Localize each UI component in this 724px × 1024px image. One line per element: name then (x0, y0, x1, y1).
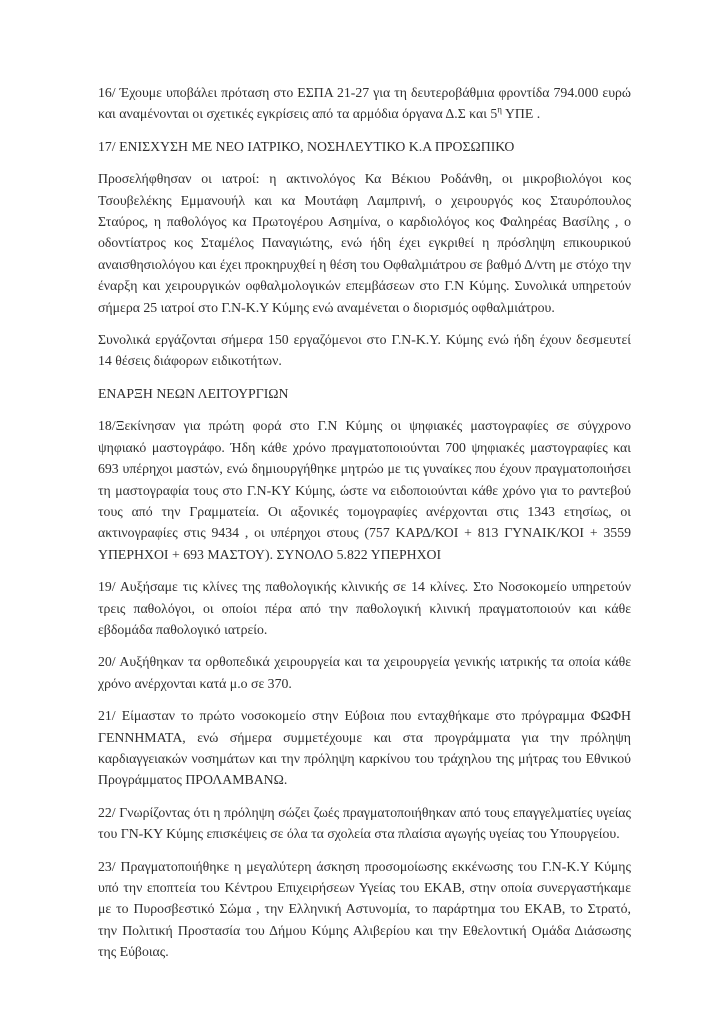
paragraph-22: 22/ Γνωρίζοντας ότι η πρόληψη σώζει ζωές πραγματοποιήθηκαν από τους επαγγελματίες υγείας του ΓΝ-ΚΥ Κύμης επισκέψεις σε όλα τα σχολεία στα πλαίσια αγωγής υγείας του Υπουργείου. (98, 804, 631, 842)
paragraph-18: 18/Ξεκίνησαν για πρώτη φορά στο Γ.Ν Κύμης οι ψηφιακές μαστογραφίες σε σύγχρονο ψηφιακό μαστογράφο. Ήδη κάθε χρόνο πραγματοποιούνται 700 ψηφιακές μαστογραφίες και 693 υπέρηχοι μαστών, ενώ δημιουργήθηκε μητρώο με τις γυναίκες που έχουν πραγματοποιήσει τη μαστογραφία τους στο Γ.Ν-ΚΥ Κύμης, ώστε να ειδοποιούνται κάθε χρόνο για το ραντεβού τους από την Γραμματεία. Οι αξονικές τομογραφίες ανέρχονται στις 1343 ετησίως, οι ακτινογραφίες στις 9434 , οι υπέρηχοι στους (757 ΚΑΡΔ/ΚΟΙ + 813 ΓΥΝΑΙΚ/ΚΟΙ + 3559 ΥΠΕΡΗΧΟΙ + 693 ΜΑΣΤΟΥ). ΣΥΝΟΛΟ 5.822 ΥΠΕΡΗΧΟΙ (98, 418, 631, 562)
paragraph-20: 20/ Αυξήθηκαν τα ορθοπεδικά χειρουργεία και τα χειρουργεία γενικής ιατρικής τα οποία κάθε χρόνο ανέρχονται κατά μ.ο σε 370. (98, 654, 631, 691)
paragraph-23: 23/ Πραγματοποιήθηκε η μεγαλύτερη άσκηση προσομοίωσης εκκένωσης του Γ.Ν-Κ.Υ Κύμης υπό την εποπτεία του Κέντρου Επιχειρήσεων Υγείας του ΕΚΑΒ, στην οποία συνεργαστήκαμε με το Πυροσβεστικό Σώμα , την Ελληνική Αστυνομία, το παράρτημα του ΕΚΑΒ, το Στρατό, την Πολιτική Προστασία του Δήμου Κύμης Αλιβερίου και την Εθελοντική Ομάδα Διάσωσης της Εύβοιας. (98, 858, 631, 960)
document-text-block (98, 82, 631, 974)
paragraph-16 (98, 82, 631, 125)
paragraph-16-tail: ΥΠΕ . (502, 106, 541, 122)
paragraph-17-doctors: Προσελήφθησαν οι ιατροί: η ακτινολόγος Κα Βέκιου Ροδάνθη, οι μικροβιολόγοι κος Τσουβελέκης Εμμανουήλ και κα Μουτάφη Λαμπρινή, ο χειρουργός κος Σταυρόπουλος Σταύρος, η παθολόγος κα Πρωτογέρου Ασημίνα, ο καρδιολόγος κος Φαληρέας Βασίλης , ο οδοντίατρος κος Σταμέλος Παναγιώτης, ενώ ήδη έχει εγκριθεί η πρόσληψη επικουρικού αναισθησιολόγου και έχει προκηρυχθεί η θέση του Οφθαλμιάτρου σε βαθμό Δ/ντη με στόχο την έναρξη και χειρουργικών οφθαλμολογικών επεμβάσεων στο Γ.Ν Κύμης. Συνολικά υπηρετούν σήμερα 25 ιατροί στο Γ.Ν-Κ.Υ Κύμης ενώ αναμένεται ο διορισμός οφθαλμιάτρου. (98, 171, 631, 315)
paragraph-16-text: 16/ Έχουμε υποβάλει πρόταση στο ΕΣΠΑ 21-27 για τη δευτεροβάθμια φροντίδα 794.000 ευρώ και αναμένονται οι σχετικές εγκρίσεις από τα αρμόδια όργανα Δ.Σ και 5 (98, 85, 631, 122)
paragraph-16-superscript: η (497, 104, 503, 115)
heading-new-operations: ΕΝΑΡΞΗ ΝΕΩΝ ΛΕΙΤΟΥΡΓΙΩΝ (98, 385, 289, 401)
paragraph-21: 21/ Είμασταν το πρώτο νοσοκομείο στην Εύβοια που ενταχθήκαμε στο πρόγραμμα ΦΩΦΗ ΓΕΝΝΗΜΑΤΑ, ενώ σήμερα συμμετέχουμε και στα προγράμματα για την πρόληψη καρδιαγγειακών νοσημάτων και την πρόληψη καρκίνου του τράχηλου της μήτρας του Εθνικού Προγράμματος ΠΡΟΛΑΜΒΑΝΩ. (98, 708, 631, 788)
paragraph-19: 19/ Αυξήσαμε τις κλίνες της παθολογικής κλινικής σε 14 κλίνες. Στο Νοσοκομείο υπηρετούν τρεις παθολόγοι, οι οποίοι πέρα από την παθολογική κλινική πραγματοποιούν και κάθε εβδομάδα παθολογικό ιατρείο. (98, 579, 631, 637)
paragraph-17-staff-total: Συνολικά εργάζονται σήμερα 150 εργαζόμενοι στο Γ.Ν-Κ.Υ. Κύμης ενώ ήδη έχουν δεσμευτεί 14 θέσεις διάφορων ειδικοτήτων. (98, 332, 631, 369)
heading-17: 17/ ΕΝΙΣΧΥΣΗ ΜΕ ΝΕΟ ΙΑΤΡΙΚΟ, ΝΟΣΗΛΕΥΤΙΚΟ Κ.Α ΠΡΟΣΩΠΙΚΟ (98, 138, 515, 154)
